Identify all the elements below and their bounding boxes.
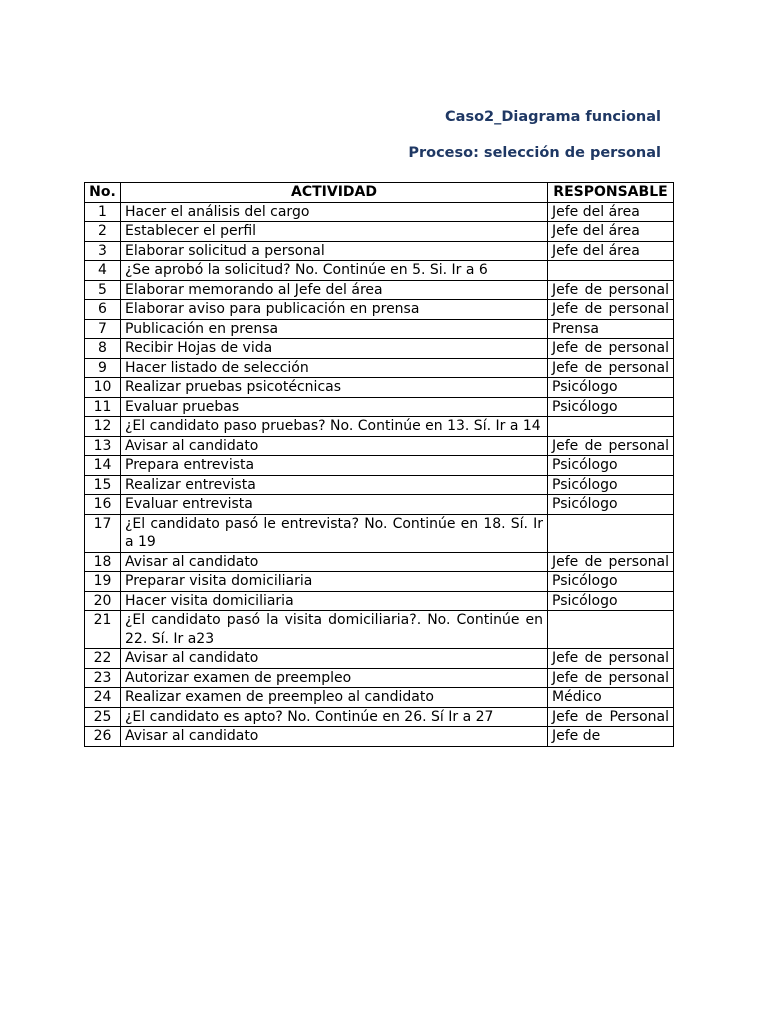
- row-actividad: Preparar visita domiciliaria: [121, 572, 548, 592]
- row-number: 7: [85, 319, 121, 339]
- row-number: 1: [85, 202, 121, 222]
- row-actividad: Avisar al candidato: [121, 649, 548, 669]
- row-responsable: Jefe del área: [548, 202, 674, 222]
- row-number: 25: [85, 707, 121, 727]
- table-row: [85, 300, 674, 320]
- row-responsable: Psicólogo: [548, 495, 674, 515]
- row-actividad: Realizar entrevista: [121, 475, 548, 495]
- table-row: [85, 688, 674, 708]
- row-actividad: ¿El candidato pasó la visita domiciliaria?. No. Continúe en 22. Sí. Ir a23: [121, 611, 548, 649]
- table-row: [85, 339, 674, 359]
- table-row: [85, 202, 674, 222]
- process-subtitle: Proceso: selección de personal: [408, 145, 661, 161]
- table-row: [85, 649, 674, 669]
- row-actividad: Autorizar examen de preempleo: [121, 668, 548, 688]
- row-responsable: Psicólogo: [548, 378, 674, 398]
- row-actividad: Evaluar pruebas: [121, 397, 548, 417]
- row-number: 19: [85, 572, 121, 592]
- row-actividad: Elaborar memorando al Jefe del área: [121, 280, 548, 300]
- row-number: 13: [85, 436, 121, 456]
- row-number: 9: [85, 358, 121, 378]
- row-actividad: Elaborar solicitud a personal: [121, 241, 548, 261]
- row-number: 12: [85, 417, 121, 437]
- table-header-row: [85, 183, 674, 203]
- row-number: 24: [85, 688, 121, 708]
- header-actividad: ACTIVIDAD: [121, 183, 548, 203]
- row-number: 17: [85, 514, 121, 552]
- row-number: 6: [85, 300, 121, 320]
- row-number: 18: [85, 552, 121, 572]
- table-row: [85, 417, 674, 437]
- row-number: 14: [85, 456, 121, 476]
- table-row: [85, 707, 674, 727]
- row-responsable: Jefe del área: [548, 241, 674, 261]
- row-responsable: Psicólogo: [548, 591, 674, 611]
- row-responsable: Psicólogo: [548, 397, 674, 417]
- row-responsable: Prensa: [548, 319, 674, 339]
- row-actividad: ¿El candidato es apto? No. Continúe en 26. Sí Ir a 27: [121, 707, 548, 727]
- row-responsable: Jefe de personal: [548, 358, 674, 378]
- row-responsable: Jefe de personal: [548, 339, 674, 359]
- row-responsable: [548, 611, 674, 649]
- table-row: [85, 456, 674, 476]
- row-responsable: Jefe de personal: [548, 552, 674, 572]
- row-responsable: Jefe del área: [548, 222, 674, 242]
- document-title: Caso2_Diagrama funcional: [445, 109, 661, 125]
- row-actividad: Elaborar aviso para publicación en prensa: [121, 300, 548, 320]
- row-number: 3: [85, 241, 121, 261]
- row-number: 21: [85, 611, 121, 649]
- table-row: [85, 572, 674, 592]
- row-actividad: Avisar al candidato: [121, 436, 548, 456]
- table-row: [85, 668, 674, 688]
- row-responsable: Jefe de personal: [548, 280, 674, 300]
- row-number: 8: [85, 339, 121, 359]
- row-actividad: ¿Se aprobó la solicitud? No. Continúe en 5. Si. Ir a 6: [121, 261, 548, 281]
- activities-table: [84, 182, 674, 747]
- row-actividad: Recibir Hojas de vida: [121, 339, 548, 359]
- table-row: [85, 514, 674, 552]
- row-actividad: Realizar pruebas psicotécnicas: [121, 378, 548, 398]
- table-row: [85, 319, 674, 339]
- row-number: 4: [85, 261, 121, 281]
- row-responsable: Jefe de personal: [548, 668, 674, 688]
- table-row: [85, 611, 674, 649]
- row-responsable: Jefe de personal: [548, 436, 674, 456]
- table-row: [85, 358, 674, 378]
- table-row: [85, 552, 674, 572]
- row-actividad: Realizar examen de preempleo al candidato: [121, 688, 548, 708]
- row-number: 10: [85, 378, 121, 398]
- row-responsable: Psicólogo: [548, 475, 674, 495]
- row-number: 16: [85, 495, 121, 515]
- row-number: 26: [85, 727, 121, 747]
- row-responsable: Médico: [548, 688, 674, 708]
- table-row: [85, 397, 674, 417]
- row-actividad: Avisar al candidato: [121, 552, 548, 572]
- row-actividad: Establecer el perfil: [121, 222, 548, 242]
- row-responsable: Jefe de personal: [548, 300, 674, 320]
- table-row: [85, 280, 674, 300]
- table-row: [85, 222, 674, 242]
- row-actividad: ¿El candidato paso pruebas? No. Continúe en 13. Sí. Ir a 14: [121, 417, 548, 437]
- row-number: 11: [85, 397, 121, 417]
- table-row: [85, 475, 674, 495]
- row-responsable: [548, 261, 674, 281]
- table-body: [85, 202, 674, 746]
- row-responsable: Jefe de personal: [548, 649, 674, 669]
- row-number: 5: [85, 280, 121, 300]
- row-actividad: Prepara entrevista: [121, 456, 548, 476]
- table-row: [85, 378, 674, 398]
- row-responsable: Psicólogo: [548, 456, 674, 476]
- row-responsable: Psicólogo: [548, 572, 674, 592]
- row-number: 22: [85, 649, 121, 669]
- row-responsable: Jefe de Personal: [548, 707, 674, 727]
- header-no: No.: [85, 183, 121, 203]
- row-responsable: [548, 514, 674, 552]
- row-responsable: Jefe de: [548, 727, 674, 747]
- row-number: 15: [85, 475, 121, 495]
- table-row: [85, 436, 674, 456]
- row-actividad: Hacer el análisis del cargo: [121, 202, 548, 222]
- row-number: 20: [85, 591, 121, 611]
- row-actividad: ¿El candidato pasó le entrevista? No. Continúe en 18. Sí. Ir a 19: [121, 514, 548, 552]
- row-responsable: [548, 417, 674, 437]
- header-responsable: RESPONSABLE: [548, 183, 674, 203]
- row-actividad: Evaluar entrevista: [121, 495, 548, 515]
- table-row: [85, 591, 674, 611]
- row-actividad: Hacer visita domiciliaria: [121, 591, 548, 611]
- row-number: 23: [85, 668, 121, 688]
- table-row: [85, 261, 674, 281]
- table-row: [85, 241, 674, 261]
- row-actividad: Publicación en prensa: [121, 319, 548, 339]
- table-row: [85, 495, 674, 515]
- row-actividad: Avisar al candidato: [121, 727, 548, 747]
- table-row: [85, 727, 674, 747]
- row-number: 2: [85, 222, 121, 242]
- row-actividad: Hacer listado de selección: [121, 358, 548, 378]
